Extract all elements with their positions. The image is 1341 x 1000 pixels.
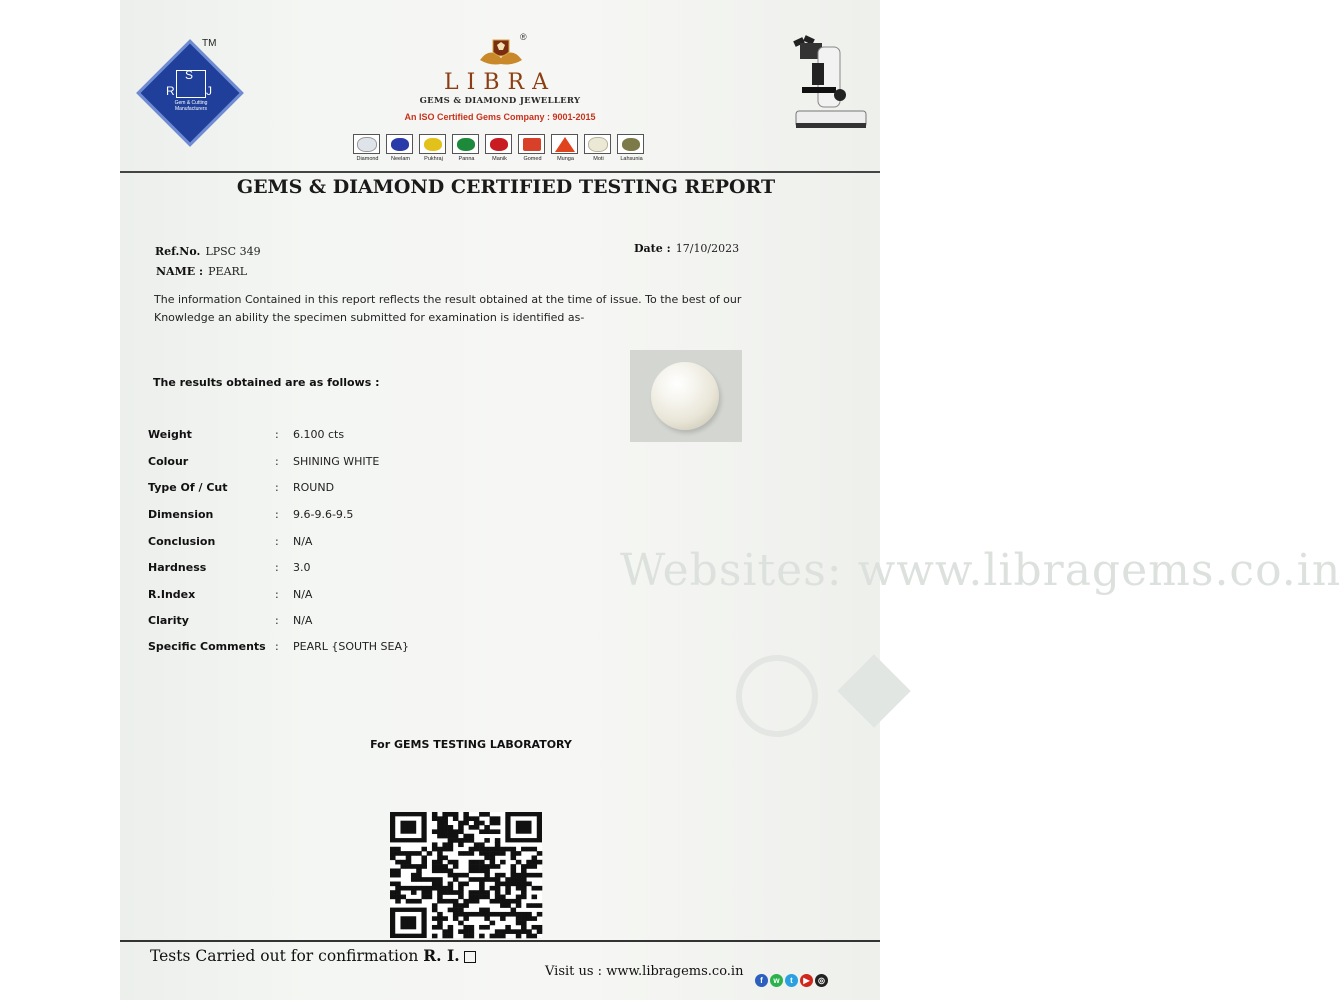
youtube-icon[interactable]: ▶ [800,974,813,987]
result-label: Specific Comments [148,640,266,653]
results-heading: The results obtained are as follows : [153,376,380,389]
date-label: Date : [634,242,671,255]
tests-text: Tests Carried out for confirmation [150,947,419,965]
twitter-icon[interactable]: t [785,974,798,987]
gem-item [518,134,547,162]
result-label: Colour [148,455,189,468]
intro-paragraph [154,291,794,327]
gem-item [617,134,646,162]
result-value: N/A [293,614,313,627]
ref-value: LPSC 349 [205,245,261,258]
result-separator: : [275,535,279,548]
srj-logo-subtitle: Gem & Cutting Manufacturers [174,100,208,112]
result-separator: : [275,614,279,627]
instagram-icon[interactable]: ◎ [815,974,828,987]
munga-gem-icon [555,137,575,152]
result-label: Type Of / Cut [148,481,228,494]
lahsunia-gem-icon [622,138,640,151]
gem-label: Pukhraj [424,156,443,162]
gem-label: Neelam [391,156,410,162]
footer-divider [120,940,880,942]
result-separator: : [275,428,279,441]
registered-mark: ® [520,32,527,42]
website-link[interactable]: Visit us : www.libragems.co.in [545,964,744,979]
intro-line: Knowledge an ability the specimen submitted for examination is identified as- [154,311,585,324]
libra-crest-icon [478,36,524,72]
whatsapp-icon[interactable]: w [770,974,783,987]
tests-note [150,946,476,965]
result-value: N/A [293,535,313,548]
gem-item [353,134,382,162]
result-value: 6.100 cts [293,428,345,441]
result-label: Conclusion [148,535,216,548]
gem-item [584,134,613,162]
gomed-gem-icon [523,138,541,151]
result-separator: : [275,640,279,653]
gem-label: Diamond [356,156,379,162]
result-label: Weight [148,428,192,441]
specimen-name [156,260,247,279]
result-separator: : [275,481,279,494]
date-value: 17/10/2023 [675,242,740,255]
social-icons [755,974,828,987]
result-label: Dimension [148,508,214,521]
trademark-mark: TM [202,38,217,49]
moti-gem-icon [588,137,608,152]
report-title: GEMS & DIAMOND CERTIFIED TESTING REPORT [236,176,776,198]
checkbox-icon [464,951,476,963]
manik-gem-icon [490,138,508,151]
facebook-icon[interactable]: f [755,974,768,987]
srj-logo [168,70,214,120]
intro-line: The information Contained in this report reflects the result obtained at the time of issue. To the best of our [154,293,742,306]
neelam-gem-icon [391,138,409,151]
gem-strip [353,134,646,162]
microscope-icon [788,35,870,135]
gem-label: Moti [593,156,604,162]
watermark-seal [736,655,818,737]
ref-label: Ref.No. [155,245,201,258]
result-label: Clarity [148,614,189,627]
result-separator: : [275,588,279,601]
iso-certification: An ISO Certified Gems Company : 9001-2015 [404,112,596,122]
brand-tagline: GEMS & DIAMOND JEWELLERY [419,96,581,106]
srj-letter-j: J [206,84,212,98]
header-divider [120,171,880,173]
gem-label: Manik [492,156,507,162]
result-value: 3.0 [293,561,311,574]
panna-gem-icon [457,138,475,151]
result-value: 9.6-9.6-9.5 [293,508,354,521]
result-value: ROUND [293,481,335,494]
gem-item [386,134,415,162]
result-value: PEARL {SOUTH SEA} [293,640,410,653]
gem-item [551,134,580,162]
specimen-photo [630,350,742,442]
name-value: PEARL [208,265,248,278]
ref-number [155,240,261,259]
tests-method: R. I. [423,946,460,965]
result-value: N/A [293,588,313,601]
result-label: R.Index [148,588,196,601]
gem-item [485,134,514,162]
gem-label: Lahsunia [620,156,643,162]
srj-letter-r: R [166,84,175,98]
result-label: Hardness [148,561,207,574]
gem-label: Munga [557,156,574,162]
result-value: SHINING WHITE [293,455,380,468]
name-label: NAME : [156,265,204,278]
report-date [634,237,739,256]
watermark-diamond [837,654,911,728]
gem-label: Gomed [523,156,542,162]
lab-signature-line: For GEMS TESTING LABORATORY [370,738,572,751]
diamond-gem-icon [357,137,377,152]
pukhraj-gem-icon [424,138,442,151]
pearl-image [651,362,719,430]
brand-name: LIBRA [444,70,556,95]
result-separator: : [275,455,279,468]
gem-label: Panna [458,156,475,162]
gem-item [419,134,448,162]
srj-letter-s: S [185,68,194,82]
website-watermark: Websites: www.libragems.co.in [620,545,1341,596]
qr-code[interactable] [390,812,542,938]
result-separator: : [275,508,279,521]
gem-item [452,134,481,162]
result-separator: : [275,561,279,574]
